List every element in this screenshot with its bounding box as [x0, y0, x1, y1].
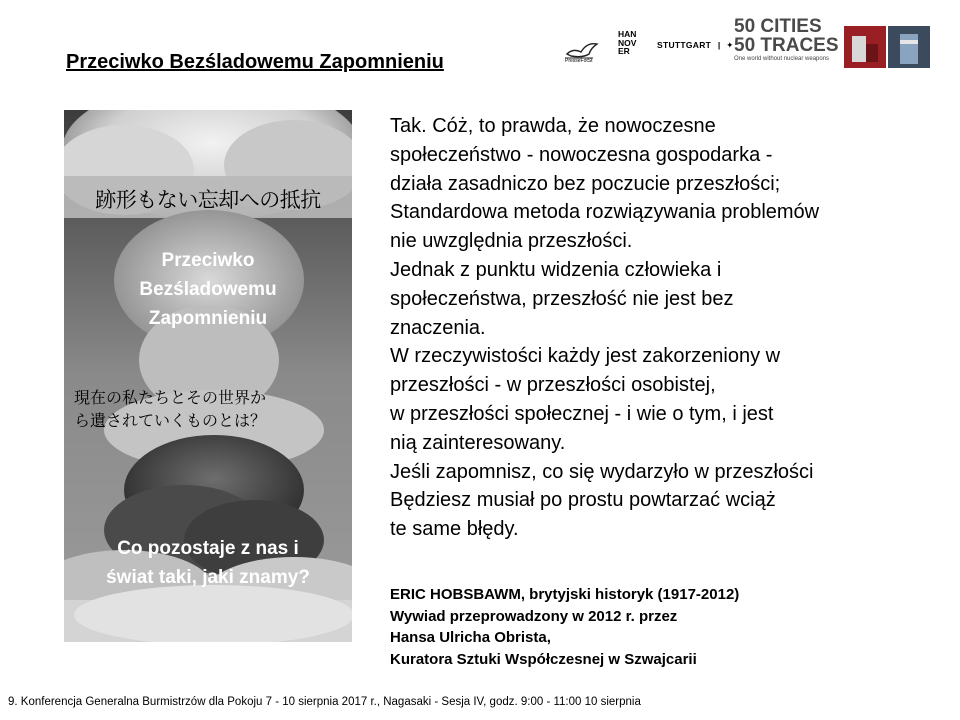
stuttgart-divider: |: [717, 40, 721, 50]
hannover-line-2: NOV: [618, 37, 637, 48]
quote-line: działa zasadniczo bez poczucie przeszłości;: [390, 172, 781, 195]
poster-title-line: Bezśladowemu: [139, 279, 277, 300]
poster-question-line: świat taki, jaki znamy?: [106, 567, 310, 588]
fifty-cities-line-2: 50 TRACES: [734, 35, 839, 56]
poster-polish-title: [64, 246, 352, 333]
source-line: Kuratora Sztuki Współczesnej w Szwajcarii: [390, 650, 697, 668]
fifty-cities-tagline: One world without nuclear weapons: [734, 56, 830, 62]
fifty-cities-line-1: 50 CITIES: [734, 16, 822, 37]
stuttgart-emblem-icon: ✦: [726, 40, 734, 50]
hannover-line-3: ER: [618, 46, 630, 56]
slide-title: Przeciwko Bezśladowemu Zapomnieniu: [66, 51, 444, 73]
presse-caption: PresseFotSt: [565, 58, 593, 64]
quote-line: znaczenia.: [390, 316, 486, 339]
quote-line: te same błędy.: [390, 518, 519, 541]
quote-line: społeczeństwo - nowoczesna gospodarka -: [390, 143, 773, 166]
source-line: Hansa Ulricha Obrista,: [390, 629, 551, 646]
stuttgart-logo: [657, 40, 734, 51]
quote-line: w przeszłości społecznej - i wie o tym, i jest: [390, 402, 774, 425]
quote-line: Będziesz musiał po prostu powtarzać wciąż: [390, 489, 776, 512]
quote-line: Tak. Cóż, to prawda, że nowoczesne: [390, 115, 716, 137]
poster-jp-question-line: 現在の私たちとその世界か: [74, 388, 267, 407]
quote-line: nią zainteresowany.: [390, 431, 566, 454]
poster-title-line: Zapomnieniu: [148, 308, 268, 329]
poster-title-line: Przeciwko: [161, 250, 255, 271]
quote-text: [390, 112, 930, 544]
quote-line: Jeśli zapomnisz, co się wydarzyło w przeszłości: [390, 460, 814, 483]
quote-line: przeszłości - w przeszłości osobistej,: [390, 374, 716, 397]
poster-polish-question: [64, 534, 352, 592]
poster-image: [64, 110, 352, 642]
presse-logo: [563, 38, 613, 66]
poster-jp-question-line: ら遺されていくものとは？: [74, 411, 267, 430]
poster-japanese-question: [74, 386, 344, 432]
poster-question-line: Co pozostaje z nas i: [117, 538, 299, 559]
slide-footer: 9. Konferencja Generalna Burmistrzów dla Pokoju 7 - 10 sierpnia 2017 r., Nagasaki - Sesja IV, godz. 9:00 - 11:00 10 sierpnia: [8, 696, 641, 708]
fifty-cities-photo-red: [844, 26, 886, 68]
stuttgart-text: STUTTGART: [657, 40, 712, 50]
quote-line: Standardowa metoda rozwiązywania problemów: [390, 201, 820, 224]
quote-source: [390, 584, 930, 670]
hannover-logo: [618, 30, 644, 64]
source-line: Wywiad przeprowadzony w 2012 r. przez: [390, 607, 678, 625]
quote-line: Jednak z punktu widzenia człowieka i: [390, 258, 722, 281]
fifty-cities-photo-blue: [888, 26, 930, 68]
quote-line: społeczeństwa, przeszłość nie jest bez: [390, 287, 734, 310]
source-line: ERIC HOBSBAWM, brytyjski historyk (1917-2012): [390, 586, 740, 603]
quote-line: W rzeczywistości każdy jest zakorzeniony w: [390, 345, 781, 368]
poster-japanese-title: 跡形もない忘却への抵抗: [95, 188, 321, 212]
hannover-line-1: HAN: [618, 29, 637, 39]
quote-line: nie uwzględnia przeszłości.: [390, 230, 633, 253]
